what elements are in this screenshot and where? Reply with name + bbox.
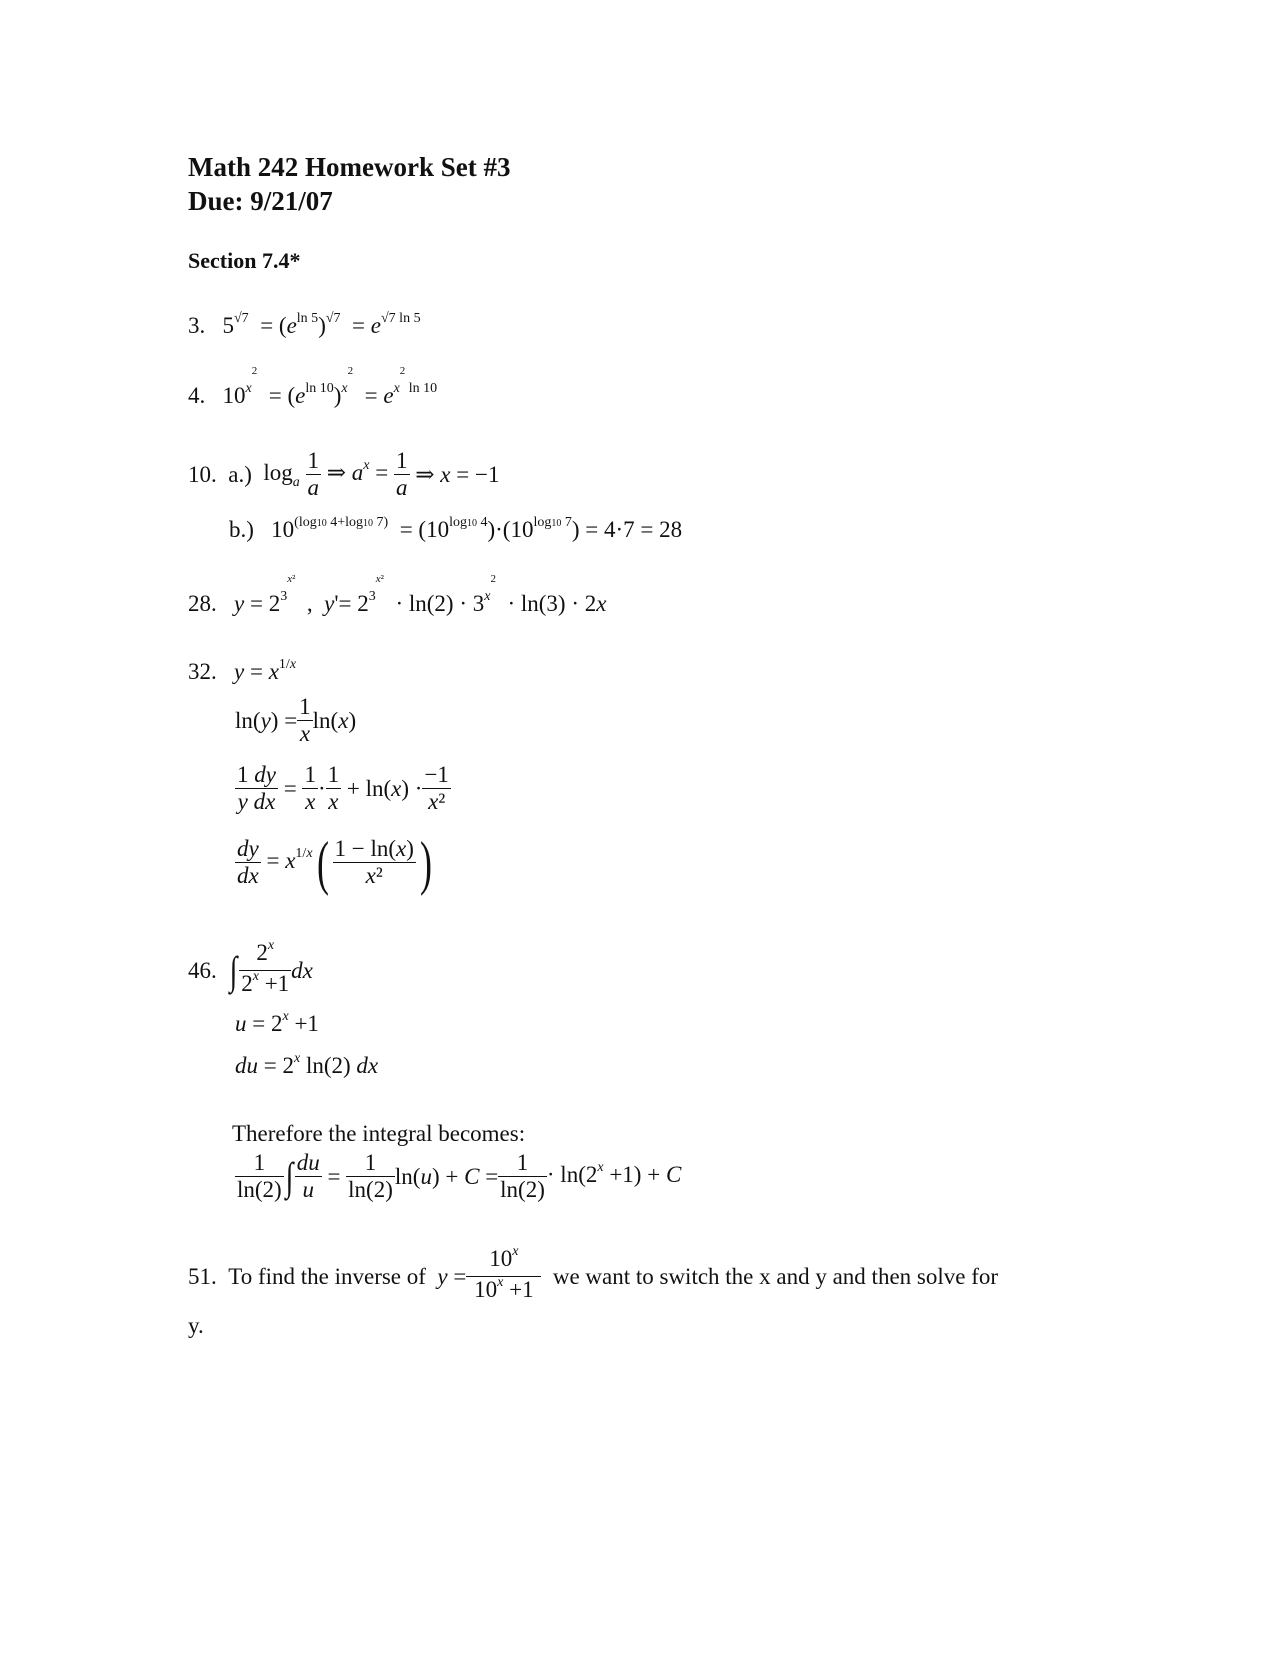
problem-51: 51. To find the inverse of y = $\frac{10^x}{10^x +1}$ we want to switch the x and y and then solve for bbox=[188, 1246, 998, 1307]
due-date: Due: 9/21/07 bbox=[188, 186, 333, 216]
fraction: $\frac{du}{u}$ bbox=[296, 1150, 320, 1202]
problem-51-text-after: we want to switch the x and y and then solve for bbox=[552, 1263, 999, 1289]
fraction: $\frac{-1}{\text{x²}}$ bbox=[424, 762, 449, 814]
fraction: $\frac{2^x}{2^x +1}$ bbox=[241, 938, 290, 996]
integral-sign: ∫ bbox=[229, 947, 238, 993]
equation: $\log_a$ bbox=[251, 459, 300, 490]
problem-number: 10. bbox=[188, 461, 217, 487]
problem-32-step-1: ln(y) = $\frac{1}{x}$ ln(x) bbox=[235, 694, 357, 746]
part-label-a: a.) bbox=[228, 461, 252, 487]
fraction: $\frac{1}{x}$ bbox=[299, 694, 311, 746]
fraction: $\frac{1}{x}$ bbox=[327, 762, 340, 814]
fraction: $\frac{1 - \ln(x)}{\text{x²}}$ bbox=[334, 836, 414, 888]
problem-number: 4. bbox=[188, 383, 206, 408]
equation: $y = 2^{3^{x^2}}$ , $y'= 2^{3^{x^2}} \cdot \ln(2) \cdot 3^{x^2} \cdot \ln(3) \cdot 2x$ bbox=[234, 573, 607, 616]
integral-sign: ∫ bbox=[285, 1153, 294, 1199]
equation: $5^{√7} = (e^{ln 5})^{√7} = e^{√7 ln 5}$ bbox=[211, 311, 421, 338]
problem-32-step-3: $\frac{dy}{dx}$ = $x^{1/x}$ ( $\frac{1 - \ln(x)}{\text{x²}}$ ) bbox=[237, 829, 432, 896]
fraction: $\frac{1}{a}$ bbox=[396, 448, 408, 500]
problem-number: 46. bbox=[188, 957, 217, 983]
problem-3 bbox=[188, 312, 421, 344]
problem-10b bbox=[229, 516, 682, 549]
problem-number: 3. bbox=[188, 313, 206, 338]
page-title: Math 242 Homework Set #3 bbox=[188, 152, 511, 182]
fraction: $\frac{1}{\ln(2)}$ bbox=[500, 1150, 545, 1202]
problem-number: 28. bbox=[188, 591, 217, 616]
part-label-b: b.) bbox=[229, 517, 254, 542]
problem-10a: 10. a.) $\log_a$ $\frac{1}{a}$ ⇒ $a^x$ = $\frac{1}{a}$ ⇒ x = −1 bbox=[188, 448, 500, 500]
problem-51-text-end: y. bbox=[188, 1313, 204, 1338]
fraction: $\frac{1 dy}{\text{y dx}}$ bbox=[237, 762, 276, 814]
equation: $10^{(log10 4+log10 7)} = (10^{log10 4})\cdot(10^{log10 7}) = 4\cdot 7 = 28$ bbox=[259, 515, 683, 542]
problem-46: 46. ∫ $\frac{2^x}{2^x +1}$ dx bbox=[188, 940, 313, 1001]
problem-32 bbox=[188, 658, 296, 690]
therefore-text: Therefore the integral becomes: bbox=[232, 1121, 526, 1146]
substitution-du: du = $2^x$ ln(2) dx bbox=[235, 1051, 379, 1078]
problem-32-step-2: $\frac{1 dy}{\text{y dx}}$ = $\frac{1}{x}$ · $\frac{1}{x}$ + ln(x) · $\frac{-1}{\text{x²}}$ bbox=[237, 762, 449, 814]
substitution-u: $u = 2^x +1$ bbox=[235, 1009, 319, 1036]
problem-number: 32. bbox=[188, 659, 217, 684]
problem-51-text-before: To find the inverse of bbox=[228, 1263, 426, 1289]
problem-4 bbox=[188, 365, 438, 414]
fraction: $\frac{dy}{dx}$ bbox=[237, 836, 259, 888]
problem-number: 51. bbox=[188, 1263, 217, 1289]
equation: $y = x^{1/x}$ bbox=[234, 657, 297, 684]
section-heading: Section 7.4* bbox=[188, 248, 301, 273]
problem-28 bbox=[188, 573, 607, 622]
fraction: $\frac{1}{a}$ bbox=[307, 448, 320, 500]
equation: $10^{x^2} = (e^{ln 10})^{x^2} = e^{x^2 ln 10}$ bbox=[211, 365, 438, 408]
fraction: $\frac{10^x}{10^x +1}$ bbox=[468, 1244, 540, 1302]
fraction: $\frac{1}{x}$ bbox=[304, 762, 316, 814]
fraction: $\frac{1}{\ln(2)}$ bbox=[348, 1150, 393, 1202]
problem-46-result: $\frac{1}{\ln(2)}$ ∫ $\frac{du}{u}$ = $\frac{1}{\ln(2)}$ ln(u) + C = $\frac{1}{\ln(2)}$ · $\ln(2^x +1) + C$ bbox=[237, 1150, 682, 1202]
fraction: $\frac{1}{\ln(2)}$ bbox=[237, 1150, 282, 1202]
